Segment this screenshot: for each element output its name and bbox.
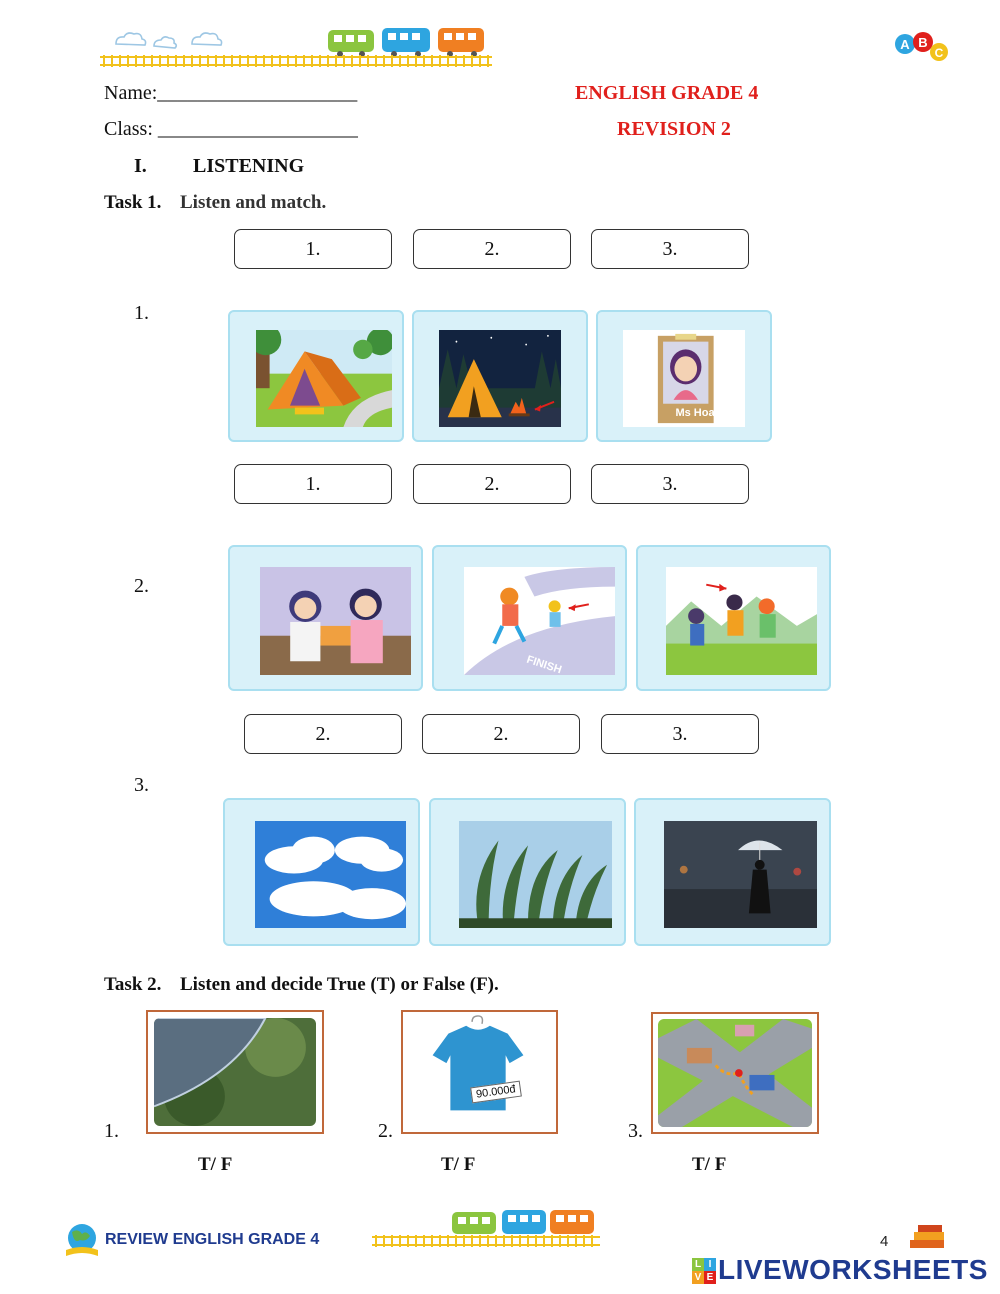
picture-card-rainy-street[interactable] [634,798,831,946]
name-field-label: Name:____________________ [104,82,358,104]
task2-instruction: Listen and decide True (T) or False (F). [180,974,499,995]
page-number: 4 [880,1233,889,1250]
picture-card-cloudy-sky[interactable] [223,798,420,946]
answer-box[interactable]: 2. [413,464,571,504]
answer-box[interactable]: 3. [591,229,749,269]
logo-badge-letter: I [704,1258,716,1271]
task2-label: Task 2. [104,974,162,995]
row-number: 1. [134,302,149,324]
answer-box[interactable]: 1. [234,464,392,504]
picture-card-children-running[interactable] [432,545,627,691]
picture-card-children-waving[interactable] [636,545,831,691]
row-number: 2. [134,575,149,597]
picture-card-tent-park[interactable] [228,310,404,442]
answer-box[interactable]: 2. [244,714,402,754]
true-false-choice[interactable]: T/ F [441,1154,476,1175]
globe-book-icon [62,1220,102,1260]
picture-umbrella-rain [146,1010,324,1134]
task1-instruction: Listen and match. [180,192,327,213]
portrait-caption: Ms Hoa [675,407,715,419]
logo-badge-letter: L [692,1258,704,1271]
worksheet-subtitle: REVISION 2 [617,118,731,140]
row-number: 3. [134,774,149,796]
price-tag: 90.000đ [470,1081,522,1104]
liveworksheets-logo [692,1254,992,1288]
finish-line-text: FINISH [525,653,564,677]
worksheet-title: ENGLISH GRADE 4 [575,82,759,104]
footer-train-decoration [370,1206,602,1252]
abc-bubbles-icon [893,30,953,66]
item-number: 2. [378,1120,393,1142]
logo-badge-letter: E [704,1271,716,1284]
picture-card-tent-campfire[interactable] [412,310,588,442]
answer-box[interactable]: 1. [234,229,392,269]
brand-name: LIVEWORKSHEETS [718,1254,988,1285]
true-false-choice[interactable]: T/ F [692,1154,727,1175]
task1-label: Task 1. [104,192,162,213]
answer-box[interactable]: 2. [413,229,571,269]
answer-box[interactable]: 2. [422,714,580,754]
picture-card-girls-talking[interactable] [228,545,423,691]
svg-text:C: C [934,46,944,60]
logo-badge [692,1258,716,1284]
footer-title: REVIEW ENGLISH GRADE 4 [105,1231,320,1248]
answer-box[interactable]: 3. [591,464,749,504]
item-number: 3. [628,1120,643,1142]
class-field-label: Class: ____________________ [104,118,358,140]
books-icon [906,1222,950,1254]
header-train-decoration [96,22,496,70]
answer-box[interactable]: 3. [601,714,759,754]
section-number: I. [134,155,147,177]
true-false-choice[interactable]: T/ F [198,1154,233,1175]
picture-tshirt-price [401,1010,558,1134]
section-title: LISTENING [193,155,305,177]
picture-card-ms-hoa[interactable] [596,310,772,442]
svg-text:B: B [918,35,928,50]
svg-text:A: A [900,37,910,52]
logo-badge-letter: V [692,1271,704,1284]
item-number: 1. [104,1120,119,1142]
picture-street-map [651,1012,819,1134]
picture-card-windy-trees[interactable] [429,798,626,946]
